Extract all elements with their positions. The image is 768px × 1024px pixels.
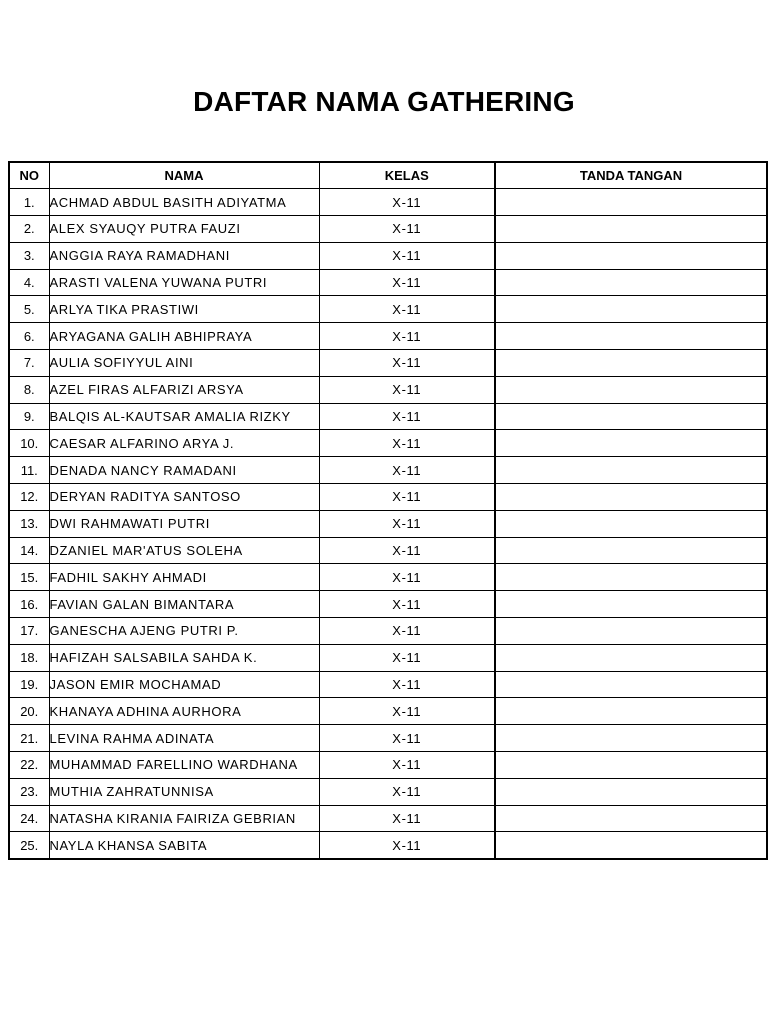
student-name-cell: ALEX SYAUQY PUTRA FAUZI (49, 216, 319, 243)
row-number-cell: 13. (9, 510, 49, 537)
table-row (9, 698, 767, 725)
header-kelas: KELAS (319, 162, 495, 189)
signature-cell (495, 778, 767, 805)
signature-cell (495, 752, 767, 779)
table-row (9, 296, 767, 323)
attendance-table (8, 161, 768, 860)
student-name-cell: JASON EMIR MOCHAMAD (49, 671, 319, 698)
class-cell: X-11 (319, 510, 495, 537)
signature-cell (495, 591, 767, 618)
signature-cell (495, 457, 767, 484)
student-name-cell: DZANIEL MAR'ATUS SOLEHA (49, 537, 319, 564)
row-number-cell: 1. (9, 189, 49, 216)
signature-cell (495, 216, 767, 243)
class-cell: X-11 (319, 216, 495, 243)
student-name-cell: HAFIZAH SALSABILA SAHDA K. (49, 644, 319, 671)
table-row (9, 778, 767, 805)
class-cell: X-11 (319, 457, 495, 484)
table-row (9, 269, 767, 296)
class-cell: X-11 (319, 403, 495, 430)
table-row (9, 671, 767, 698)
signature-cell (495, 510, 767, 537)
table-row (9, 216, 767, 243)
signature-cell (495, 725, 767, 752)
signature-cell (495, 671, 767, 698)
class-cell: X-11 (319, 832, 495, 859)
class-cell: X-11 (319, 725, 495, 752)
row-number-cell: 8. (9, 376, 49, 403)
class-cell: X-11 (319, 644, 495, 671)
signature-cell (495, 350, 767, 377)
class-cell: X-11 (319, 698, 495, 725)
header-no: NO (9, 162, 49, 189)
class-cell: X-11 (319, 430, 495, 457)
signature-cell (495, 805, 767, 832)
row-number-cell: 12. (9, 484, 49, 511)
student-name-cell: NATASHA KIRANIA FAIRIZA GEBRIAN (49, 805, 319, 832)
row-number-cell: 6. (9, 323, 49, 350)
page-title: DAFTAR NAMA GATHERING (193, 86, 575, 117)
row-number-cell: 22. (9, 752, 49, 779)
signature-cell (495, 269, 767, 296)
row-number-cell: 15. (9, 564, 49, 591)
row-number-cell: 3. (9, 242, 49, 269)
signature-cell (495, 189, 767, 216)
signature-cell (495, 403, 767, 430)
table-header-row (9, 162, 767, 189)
student-name-cell: AZEL FIRAS ALFARIZI ARSYA (49, 376, 319, 403)
table-row (9, 752, 767, 779)
student-name-cell: FADHIL SAKHY AHMADI (49, 564, 319, 591)
student-name-cell: ARLYA TIKA PRASTIWI (49, 296, 319, 323)
student-name-cell: NAYLA KHANSA SABITA (49, 832, 319, 859)
student-name-cell: DWI RAHMAWATI PUTRI (49, 510, 319, 537)
header-tanda-tangan: TANDA TANGAN (495, 162, 767, 189)
signature-cell (495, 242, 767, 269)
row-number-cell: 11. (9, 457, 49, 484)
class-cell: X-11 (319, 591, 495, 618)
table-row (9, 618, 767, 645)
row-number-cell: 25. (9, 832, 49, 859)
student-name-cell: MUHAMMAD FARELLINO WARDHANA (49, 752, 319, 779)
table-row (9, 457, 767, 484)
row-number-cell: 10. (9, 430, 49, 457)
row-number-cell: 2. (9, 216, 49, 243)
row-number-cell: 20. (9, 698, 49, 725)
signature-cell (495, 430, 767, 457)
table-row (9, 242, 767, 269)
table-row (9, 564, 767, 591)
signature-cell (495, 832, 767, 859)
table-row (9, 430, 767, 457)
row-number-cell: 14. (9, 537, 49, 564)
row-number-cell: 21. (9, 725, 49, 752)
row-number-cell: 16. (9, 591, 49, 618)
table-row (9, 537, 767, 564)
table-row (9, 832, 767, 859)
header-nama: NAMA (49, 162, 319, 189)
signature-cell (495, 323, 767, 350)
signature-cell (495, 618, 767, 645)
signature-cell (495, 644, 767, 671)
class-cell: X-11 (319, 778, 495, 805)
student-name-cell: MUTHIA ZAHRATUNNISA (49, 778, 319, 805)
class-cell: X-11 (319, 376, 495, 403)
row-number-cell: 17. (9, 618, 49, 645)
signature-cell (495, 698, 767, 725)
row-number-cell: 9. (9, 403, 49, 430)
row-number-cell: 24. (9, 805, 49, 832)
student-name-cell: ACHMAD ABDUL BASITH ADIYATMA (49, 189, 319, 216)
row-number-cell: 19. (9, 671, 49, 698)
table-row (9, 510, 767, 537)
row-number-cell: 18. (9, 644, 49, 671)
table-row (9, 376, 767, 403)
class-cell: X-11 (319, 805, 495, 832)
class-cell: X-11 (319, 350, 495, 377)
class-cell: X-11 (319, 242, 495, 269)
student-name-cell: BALQIS AL-KAUTSAR AMALIA RIZKY (49, 403, 319, 430)
student-name-cell: ARYAGANA GALIH ABHIPRAYA (49, 323, 319, 350)
student-name-cell: ANGGIA RAYA RAMADHANI (49, 242, 319, 269)
student-name-cell: LEVINA RAHMA ADINATA (49, 725, 319, 752)
table-row (9, 403, 767, 430)
class-cell: X-11 (319, 296, 495, 323)
signature-cell (495, 537, 767, 564)
student-name-cell: CAESAR ALFARINO ARYA J. (49, 430, 319, 457)
signature-cell (495, 296, 767, 323)
row-number-cell: 7. (9, 350, 49, 377)
table-row (9, 725, 767, 752)
table-row (9, 805, 767, 832)
student-name-cell: GANESCHA AJENG PUTRI P. (49, 618, 319, 645)
student-name-cell: ARASTI VALENA YUWANA PUTRI (49, 269, 319, 296)
student-name-cell: AULIA SOFIYYUL AINI (49, 350, 319, 377)
class-cell: X-11 (319, 189, 495, 216)
student-name-cell: KHANAYA ADHINA AURHORA (49, 698, 319, 725)
row-number-cell: 4. (9, 269, 49, 296)
class-cell: X-11 (319, 484, 495, 511)
class-cell: X-11 (319, 269, 495, 296)
class-cell: X-11 (319, 618, 495, 645)
table-row (9, 189, 767, 216)
signature-cell (495, 564, 767, 591)
table-row (9, 323, 767, 350)
signature-cell (495, 484, 767, 511)
student-name-cell: DENADA NANCY RAMADANI (49, 457, 319, 484)
class-cell: X-11 (319, 564, 495, 591)
table-row (9, 644, 767, 671)
student-name-cell: DERYAN RADITYA SANTOSO (49, 484, 319, 511)
row-number-cell: 23. (9, 778, 49, 805)
signature-cell (495, 376, 767, 403)
class-cell: X-11 (319, 537, 495, 564)
class-cell: X-11 (319, 323, 495, 350)
table-body (9, 189, 767, 859)
table-row (9, 350, 767, 377)
class-cell: X-11 (319, 752, 495, 779)
class-cell: X-11 (319, 671, 495, 698)
table-row (9, 484, 767, 511)
table-row (9, 591, 767, 618)
row-number-cell: 5. (9, 296, 49, 323)
student-name-cell: FAVIAN GALAN BIMANTARA (49, 591, 319, 618)
